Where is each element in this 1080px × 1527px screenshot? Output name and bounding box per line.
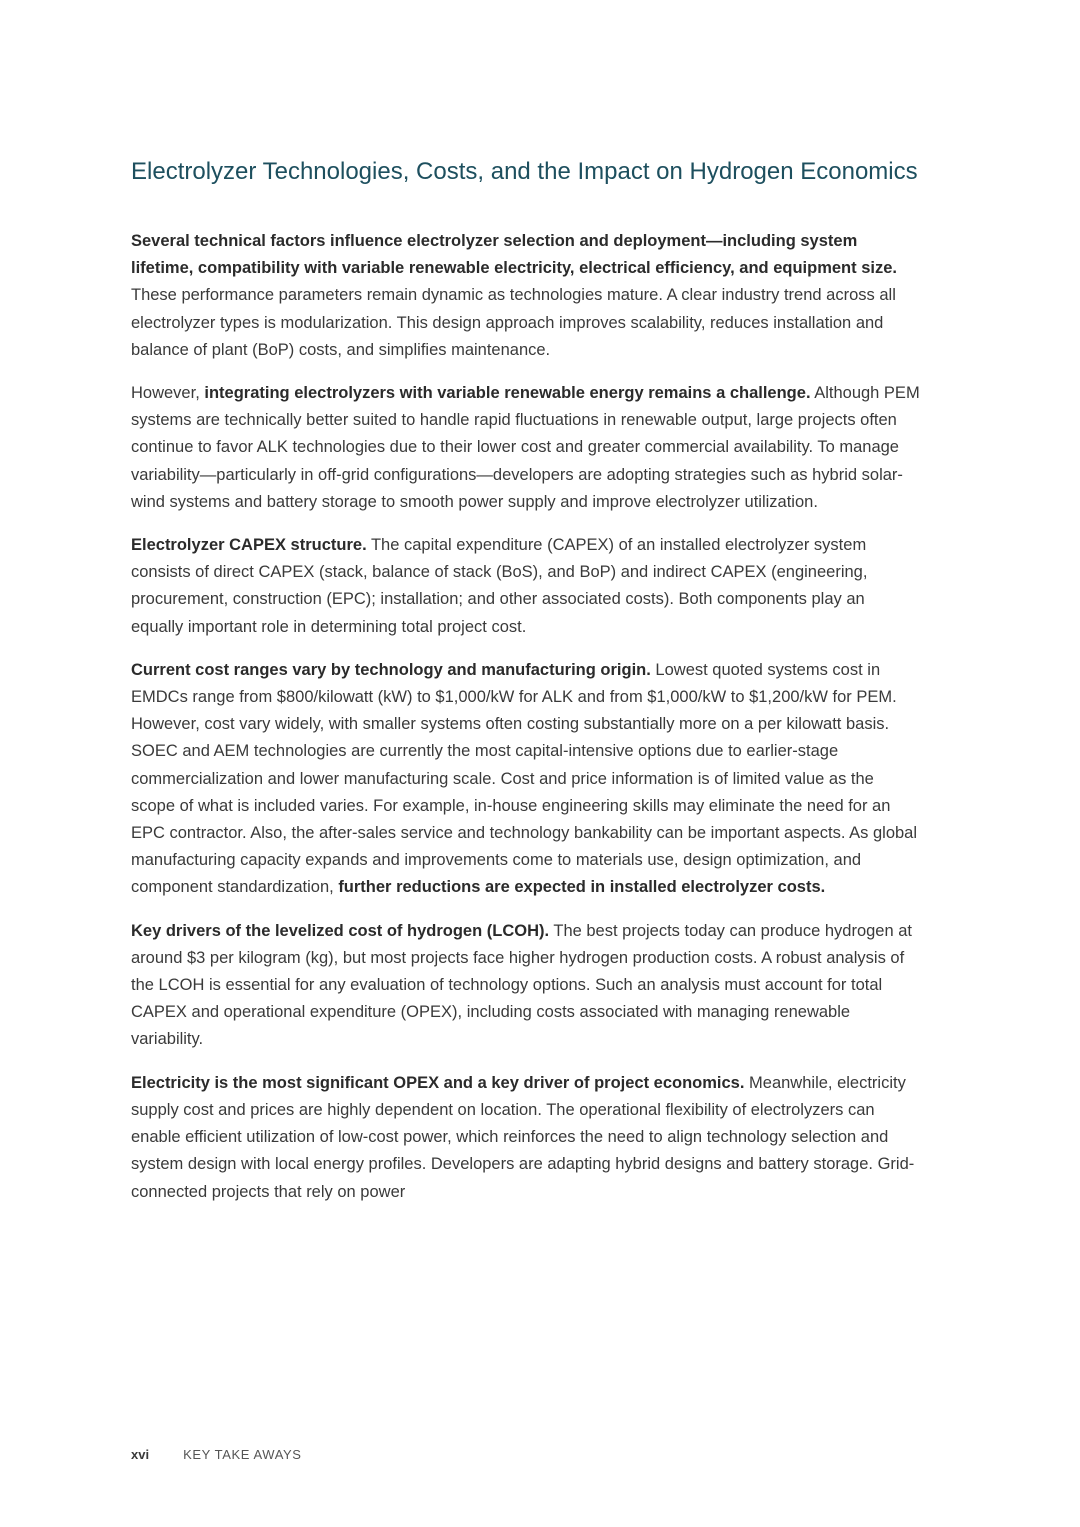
paragraph-lead-in: Electricity is the most significant OPEX and a key driver of project economics. bbox=[131, 1073, 745, 1092]
paragraph-cost-ranges bbox=[131, 657, 921, 902]
page-number: xvi bbox=[131, 1447, 150, 1462]
paragraph-body: These performance parameters remain dynamic as technologies mature. A clear industry trend across all electrolyzer types is modularization. This design approach improves scalability, reduces installation and balance of plant (BoP) costs, and simplifies maintenance. bbox=[131, 286, 896, 359]
paragraph-lead-in: Electrolyzer CAPEX structure. bbox=[131, 536, 367, 555]
paragraph-body: Meanwhile, electricity supply cost and prices are highly dependent on location. The operational flexibility of electrolyzers can enable efficient utilization of low-cost power, which reinforces the need to align technology selection and system design with local energy profiles. Developers are adapting hybrid designs and battery storage. Grid-connected projects that rely on power bbox=[131, 1073, 915, 1201]
paragraph-lead-in: Key drivers of the levelized cost of hydrogen (LCOH). bbox=[131, 921, 550, 940]
paragraph-renewable-integration bbox=[131, 380, 921, 516]
body-text bbox=[131, 228, 921, 1222]
paragraph-lead-in: Current cost ranges vary by technology and manufacturing origin. bbox=[131, 660, 651, 679]
paragraph-body: The capital expenditure (CAPEX) of an installed electrolyzer system consists of direct CAPEX (stack, balance of stack (BoS), and BoP) and indirect CAPEX (engineering, procurement, construction (EPC); installation; and other associated costs). Both components play an equally important role in determining total project cost. bbox=[131, 536, 868, 636]
paragraph-lead-in: integrating electrolyzers with variable renewable energy remains a challenge. bbox=[204, 384, 811, 403]
footer-section-label: KEY TAKE AWAYS bbox=[183, 1447, 302, 1462]
paragraph-body: Although PEM systems are technically better suited to handle rapid fluctuations in renewable output, large projects often continue to favor ALK technologies due to their lower cost and greater commercial availability. To manage variability—particularly in off-grid configurations—developers are adopting strategies such as hybrid solar-wind systems and battery storage to smooth power supply and improve electrolyzer utilization. bbox=[131, 384, 920, 511]
page-footer bbox=[131, 1446, 302, 1464]
paragraph-technical-factors bbox=[131, 228, 921, 364]
paragraph-body: The best projects today can produce hydrogen at around $3 per kilogram (kg), but most projects face higher hydrogen production costs. A robust analysis of the LCOH is essential for any evaluation of technology options. Such an analysis must account for total CAPEX and operational expenditure (OPEX), including costs associated with managing renewable variability. bbox=[131, 921, 913, 1049]
paragraph-body: Lowest quoted systems cost in EMDCs range from $800/kilowatt (kW) to $1,000/kW for ALK and from $1,000/kW to $1,200/kW for PEM. However, cost vary widely, with smaller systems often costing substantially more on a per kilowatt basis. SOEC and AEM technologies are currently the most capital-intensive options due to earlier-stage commercialization and lower manufacturing scale. Cost and price information is of limited value as the scope of what is included varies. For example, in-house engineering skills may eliminate the need for an EPC contractor. Also, the after-sales service and technology bankability can be important aspects. As global manufacturing capacity expands and improvements come to materials use, design optimization, and component standardization, bbox=[131, 660, 918, 897]
paragraph-prefix: However, bbox=[131, 384, 205, 403]
paragraph-capex-structure bbox=[131, 532, 921, 641]
paragraph-lcoh-drivers bbox=[131, 918, 921, 1054]
paragraph-electricity-opex bbox=[131, 1070, 921, 1206]
paragraph-closing-emphasis: further reductions are expected in installed electrolyzer costs. bbox=[338, 878, 826, 897]
paragraph-lead-in: Several technical factors influence electrolyzer selection and deployment—including system lifetime, compatibility with variable renewable electricity, electrical efficiency, and equipment size. bbox=[131, 232, 897, 278]
page-title: Electrolyzer Technologies, Costs, and the Impact on Hydrogen Economics bbox=[131, 158, 918, 185]
